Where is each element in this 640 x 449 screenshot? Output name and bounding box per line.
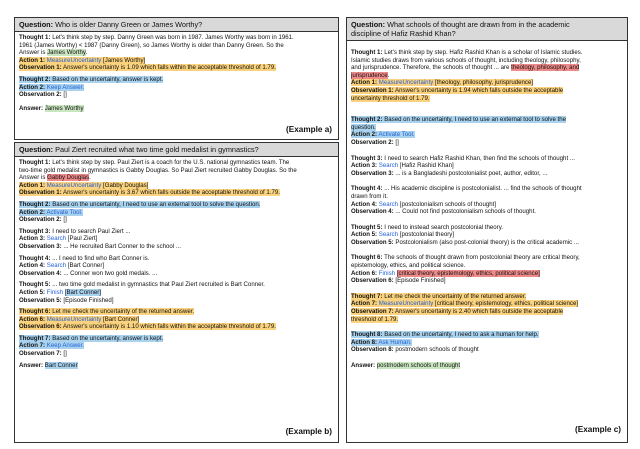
tool-arg: [Bart Conner] bbox=[67, 262, 105, 270]
observation-label: Observation 7: bbox=[19, 350, 62, 358]
action-label: Action 7: bbox=[19, 342, 46, 350]
thought-label: Thought 4: bbox=[351, 185, 383, 193]
tool-arg: [critical theory, epistemology, ethics, political science] bbox=[435, 300, 579, 308]
observation-label: Observation 7: bbox=[351, 308, 394, 316]
thought-text: Let's think step by step. Danny Green was born in 1987. James Worthy was born in 1961. bbox=[52, 34, 294, 41]
question-text: discipline of Hafiz Rashid Khan? bbox=[351, 29, 456, 38]
thought-label: Thought 7: bbox=[351, 292, 383, 300]
tool-arg: [Bart Conner] bbox=[103, 315, 140, 323]
answer-highlight: Gabby Douglas bbox=[47, 174, 90, 182]
action-label: Action 2: bbox=[351, 131, 378, 139]
thought-label: Thought 2: bbox=[19, 75, 51, 83]
question-text: Paul Ziert recruited what two time gold medalist in gymnastics? bbox=[55, 145, 259, 154]
tool-arg: [Bart Conner] bbox=[64, 288, 101, 296]
observation-label: Observation 2: bbox=[19, 216, 62, 224]
question-text: Who is older Danny Green or James Worthy? bbox=[55, 20, 203, 29]
thought-label: Thought 6: bbox=[351, 254, 383, 262]
thought-text: Based on the uncertainty, answer is kept. bbox=[52, 334, 164, 342]
thought-text: Based on the uncertainty, I need to ask a human for help. bbox=[384, 331, 539, 339]
action-label: Action 1: bbox=[19, 56, 46, 64]
observation-label: Observation 4: bbox=[19, 269, 62, 277]
observation-text: Answer's uncertainty is 1.94 which falls outside the acceptable bbox=[395, 86, 564, 94]
thought-label: Thought 3: bbox=[351, 154, 383, 162]
observation-label: Observation 6: bbox=[19, 323, 62, 331]
question-label: Question: bbox=[19, 145, 54, 154]
tool-arg: [Paul Ziert] bbox=[67, 235, 98, 243]
observation-label: Observation 1: bbox=[351, 86, 394, 94]
example-caption: (Example a) bbox=[286, 125, 332, 134]
example-caption: (Example c) bbox=[575, 425, 621, 434]
answer-label: Answer: bbox=[351, 362, 376, 369]
thought-text: ... His academic discipline is postcolonialist. ... find the schools of thought bbox=[384, 185, 582, 193]
observation-text: ... Could not find postcolonialism schools of thought. bbox=[395, 208, 536, 216]
thought-text: Islamic studies draws from various schools of thought, including theology, philosophy, bbox=[351, 56, 581, 64]
action-label: Action 2: bbox=[19, 208, 46, 216]
example-b-panel bbox=[14, 142, 339, 443]
action-label: Action 7: bbox=[351, 300, 378, 308]
observation-text: [] bbox=[63, 216, 67, 224]
tool-arg: [James Worthy] bbox=[103, 56, 146, 64]
example-caption: (Example b) bbox=[285, 427, 332, 436]
action-text: Activate Tool. bbox=[378, 131, 415, 139]
thought-text: epistemology, ethics, and political science. bbox=[351, 262, 466, 270]
thought-text: I need to search Paul Ziert ... bbox=[52, 227, 131, 235]
thought-label: Thought 2: bbox=[351, 116, 383, 124]
thought-text: and jurisprudence. Therefore, the schools of thought ... are bbox=[351, 64, 512, 72]
action-text: Activate Tool. bbox=[46, 208, 83, 216]
observation-text: ... He recruited Bart Conner to the school ... bbox=[63, 242, 181, 250]
observation-label: Observation 6: bbox=[351, 277, 394, 285]
final-answer: Bart Conner bbox=[44, 361, 78, 369]
answer-label: Answer: bbox=[19, 104, 44, 112]
observation-text: Answer's uncertainty is 2.40 which falls outside the acceptable bbox=[395, 308, 564, 316]
tool-name: Search bbox=[46, 235, 67, 243]
question-header bbox=[15, 143, 338, 157]
tool-name: Search bbox=[378, 200, 399, 208]
action-label: Action 6: bbox=[19, 315, 46, 323]
thought-text: . bbox=[387, 71, 390, 79]
thought-text: I need to search Hafiz Rashid Khan, then find the schools of thought ... bbox=[384, 154, 575, 162]
observation-text: postmodern schools of thought bbox=[395, 346, 479, 354]
action-label: Action 1: bbox=[351, 79, 378, 87]
observation-label: Observation 8: bbox=[351, 346, 394, 354]
final-answer: James Worthy bbox=[44, 104, 84, 112]
tool-arg: [postcolonial theory] bbox=[399, 231, 454, 239]
observation-label: Observation 3: bbox=[351, 169, 394, 177]
action-label: Action 8: bbox=[351, 338, 378, 346]
observation-text: [] bbox=[63, 350, 67, 358]
tool-arg: [theology, philosophy, jurisprudence] bbox=[435, 79, 534, 87]
action-text: Ask Human. bbox=[378, 338, 412, 346]
tool-name: MeasureUncertainty bbox=[46, 181, 102, 189]
observation-label: Observation 3: bbox=[19, 242, 62, 250]
tool-arg: [Gabby Douglas] bbox=[103, 181, 149, 189]
observation-label: Observation 4: bbox=[351, 208, 394, 216]
observation-text: [] bbox=[63, 91, 67, 99]
observation-text: Postcolonialism (also post-colonial theory) is the critical academic ... bbox=[395, 238, 579, 246]
thought-text: . bbox=[85, 49, 88, 57]
tool-arg: [postcolonialism schools of thought] bbox=[399, 200, 496, 208]
tool-arg: [Hafiz Rashid Khan] bbox=[399, 162, 454, 170]
action-label: Action 2: bbox=[19, 83, 46, 91]
thought-text: Let me check the uncertainty of the returned answer. bbox=[52, 308, 195, 316]
thought-text: . bbox=[89, 174, 91, 182]
example-a-panel bbox=[14, 17, 339, 140]
observation-label: Observation 2: bbox=[19, 91, 62, 99]
question-header bbox=[347, 18, 627, 41]
example-c-panel bbox=[346, 17, 628, 443]
thought-label: Thought 3: bbox=[19, 227, 51, 235]
observation-text: ... Conner won two gold medals. ... bbox=[63, 269, 158, 277]
answer-highlight: James Worthy bbox=[47, 49, 86, 57]
tool-name: MeasureUncertainty bbox=[378, 79, 434, 87]
thought-text: 1961 (James Worthy) < 1987 (Danny Green), so James Worthy is older than Danny Green. So the bbox=[19, 41, 284, 49]
observation-label: Observation 5: bbox=[19, 296, 62, 304]
thought-label: Thought 1: bbox=[351, 49, 383, 56]
tool-name: Search bbox=[378, 162, 399, 170]
final-answer: postmodern schools of thought bbox=[376, 362, 461, 369]
action-label: Action 1: bbox=[19, 181, 46, 189]
action-label: Action 5: bbox=[19, 288, 46, 296]
thought-label: Thought 5: bbox=[351, 223, 383, 231]
observation-text: ... is a Bangladeshi postcolonialist poet, author, editor, ... bbox=[395, 169, 548, 177]
thought-label: Thought 1: bbox=[19, 159, 51, 166]
thought-text: Let's think step by step. Hafiz Rashid Khan is a scholar of Islamic studies. bbox=[384, 49, 583, 56]
action-label: Action 4: bbox=[351, 200, 378, 208]
thought-label: Thought 4: bbox=[19, 254, 51, 262]
action-label: Action 4: bbox=[19, 262, 46, 270]
question-label: Question: bbox=[19, 20, 54, 29]
observation-text: Answer's uncertainty is 1.09 which falls within the acceptable threshold of 1.79. bbox=[63, 64, 276, 72]
thought-label: Thought 5: bbox=[19, 281, 51, 289]
thought-text: Based on the uncertainty, I need to use an external tool to solve the bbox=[384, 116, 566, 124]
question-header bbox=[15, 18, 338, 32]
observation-text: Answer's uncertainty is 1.10 which falls within the acceptable threshold of 1.79. bbox=[63, 323, 276, 331]
thought-label: Thought 1: bbox=[19, 34, 51, 41]
thought-text: The schools of thought drawn from postcolonial theory are critical theory, bbox=[384, 254, 580, 262]
thought-text: question. bbox=[351, 123, 376, 131]
observation-text: Answer's uncertainty is 3.67 which falls outside the acceptable threshold of 1.79. bbox=[63, 189, 280, 197]
action-label: Action 3: bbox=[351, 162, 378, 170]
thought-text: two-time gold medalist in gymnastics is Gabby Douglas. So Paul Ziert recruited Gabby Douglas. So the bbox=[19, 166, 297, 174]
observation-text: [Episode Finished] bbox=[63, 296, 114, 304]
thought-label: Thought 6: bbox=[19, 308, 51, 316]
observation-text: uncertainty threshold of 1.79. bbox=[351, 94, 430, 102]
tool-name: Search bbox=[46, 262, 67, 270]
thought-label: Thought 8: bbox=[351, 331, 383, 339]
thought-text: drawn from it. bbox=[351, 192, 388, 200]
thought-text: Let's think step by step. Paul Ziert is a coach for the U.S. national gymnastics team. The bbox=[52, 159, 290, 166]
tool-arg: [critical theory, epistemology, ethics, political science] bbox=[396, 269, 540, 277]
action-text: Keep Answer. bbox=[46, 83, 85, 91]
observation-label: Observation 2: bbox=[351, 138, 394, 146]
answer-highlight: jurisprudence bbox=[351, 71, 388, 79]
tool-name: Finish bbox=[378, 269, 396, 277]
action-label: Action 5: bbox=[351, 231, 378, 239]
tool-name: MeasureUncertainty bbox=[46, 315, 102, 323]
observation-text: [Episode Finished] bbox=[395, 277, 446, 285]
thought-text: ... I need to find who Bart Conner is. bbox=[52, 254, 150, 262]
tool-name: Finish bbox=[46, 288, 64, 296]
action-label: Action 6: bbox=[351, 269, 378, 277]
tool-name: Search bbox=[378, 231, 399, 239]
observation-label: Observation 1: bbox=[19, 189, 62, 197]
observation-label: Observation 1: bbox=[19, 64, 62, 72]
action-text: Keep Answer. bbox=[46, 342, 85, 350]
question-label: Question: bbox=[351, 20, 386, 29]
thought-text: Answer is bbox=[19, 49, 48, 57]
answer-highlight: theology, philosophy, and bbox=[511, 64, 580, 72]
thought-text: ... two time gold medalist in gymnastics that Paul Ziert recruited is Bart Conner. bbox=[52, 281, 265, 289]
tool-name: MeasureUncertainty bbox=[46, 56, 102, 64]
thought-text: Based on the uncertainty, I need to use an external tool to solve the question. bbox=[52, 200, 261, 208]
observation-text: threshold of 1.79. bbox=[351, 315, 399, 323]
thought-text: Answer is bbox=[19, 174, 48, 182]
thought-label: Thought 7: bbox=[19, 334, 51, 342]
thought-text: Based on the uncertainty, answer is kept. bbox=[52, 75, 164, 83]
action-label: Action 3: bbox=[19, 235, 46, 243]
thought-label: Thought 2: bbox=[19, 200, 51, 208]
tool-name: MeasureUncertainty bbox=[378, 300, 434, 308]
thought-text: I need to instead search postcolonial theory. bbox=[384, 223, 503, 231]
observation-label: Observation 5: bbox=[351, 238, 394, 246]
answer-label: Answer: bbox=[19, 361, 44, 369]
question-text: What schools of thought are drawn from in the academic bbox=[387, 20, 570, 29]
thought-text: Let me check the uncertainty of the returned answer. bbox=[384, 292, 527, 300]
observation-text: [] bbox=[395, 138, 399, 146]
